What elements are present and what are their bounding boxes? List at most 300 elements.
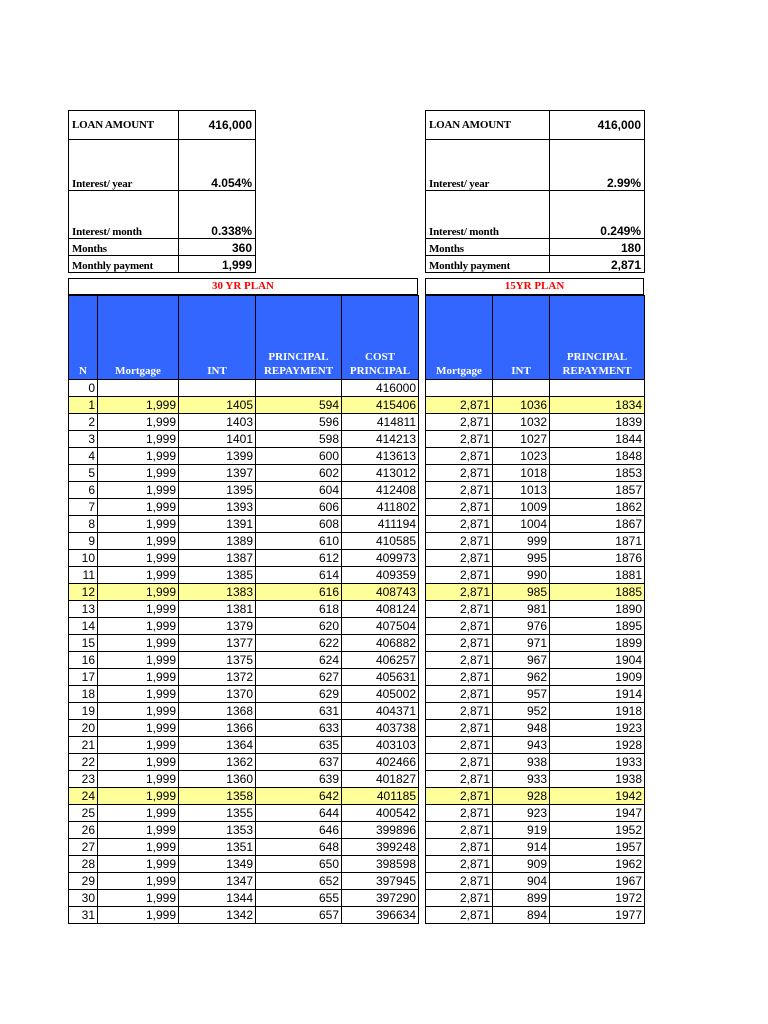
- cell-principal-repayment[interactable]: 627: [256, 669, 342, 686]
- cell-principal-repayment[interactable]: 637: [256, 754, 342, 771]
- cell-int[interactable]: 1347: [179, 873, 256, 890]
- cell-principal-repayment[interactable]: 1881: [550, 567, 645, 584]
- table-row: [69, 499, 419, 516]
- cell-int[interactable]: 957: [493, 686, 550, 703]
- cell-int[interactable]: 1370: [179, 686, 256, 703]
- cell-int[interactable]: 1355: [179, 805, 256, 822]
- cell-int[interactable]: 1403: [179, 414, 256, 431]
- cell-int[interactable]: 1342: [179, 907, 256, 924]
- cell-principal-repayment[interactable]: 610: [256, 533, 342, 550]
- cell-mortgage[interactable]: 2,871: [426, 567, 493, 584]
- cell-principal-repayment[interactable]: 1918: [550, 703, 645, 720]
- cell-int[interactable]: 899: [493, 890, 550, 907]
- table-row: [69, 771, 419, 788]
- cell-int[interactable]: [179, 380, 256, 397]
- cell-cost-principal[interactable]: 413613: [342, 448, 419, 465]
- cell-mortgage[interactable]: 1,999: [98, 448, 179, 465]
- cell-mortgage[interactable]: 1,999: [98, 533, 179, 550]
- cell-int[interactable]: 1351: [179, 839, 256, 856]
- cell-cost-principal[interactable]: 404371: [342, 703, 419, 720]
- cell-principal-repayment[interactable]: 1844: [550, 431, 645, 448]
- cell-principal-repayment[interactable]: 1904: [550, 652, 645, 669]
- cell-principal-repayment[interactable]: 1952: [550, 822, 645, 839]
- cell-principal-repayment[interactable]: 1895: [550, 618, 645, 635]
- cell-int[interactable]: 904: [493, 873, 550, 890]
- cell-mortgage[interactable]: 1,999: [98, 788, 179, 805]
- cell-cost-principal[interactable]: 415406: [342, 397, 419, 414]
- cell-n[interactable]: 22: [69, 754, 98, 771]
- cell-cost-principal[interactable]: 416000: [342, 380, 419, 397]
- table-row: [69, 788, 419, 805]
- cell-int[interactable]: 923: [493, 805, 550, 822]
- cell-int[interactable]: 948: [493, 720, 550, 737]
- summary-15yr: [425, 110, 645, 273]
- cell-mortgage[interactable]: 2,871: [426, 533, 493, 550]
- cell-n[interactable]: 0: [69, 380, 98, 397]
- table-row: [69, 516, 419, 533]
- table-row: [69, 754, 419, 771]
- interest-month-label: Interest/ month: [426, 191, 550, 239]
- table-row: [426, 567, 645, 584]
- cell-cost-principal[interactable]: 408124: [342, 601, 419, 618]
- cell-mortgage[interactable]: 2,871: [426, 550, 493, 567]
- cell-mortgage[interactable]: 2,871: [426, 431, 493, 448]
- cell-mortgage[interactable]: 1,999: [98, 907, 179, 924]
- cell-n[interactable]: 2: [69, 414, 98, 431]
- cell-n[interactable]: 30: [69, 890, 98, 907]
- cell-n[interactable]: 26: [69, 822, 98, 839]
- cell-principal-repayment[interactable]: 633: [256, 720, 342, 737]
- cell-int[interactable]: 995: [493, 550, 550, 567]
- cell-mortgage[interactable]: 2,871: [426, 652, 493, 669]
- cell-int[interactable]: 943: [493, 737, 550, 754]
- cell-cost-principal[interactable]: 401185: [342, 788, 419, 805]
- cell-mortgage[interactable]: 2,871: [426, 788, 493, 805]
- cell-principal-repayment[interactable]: 1928: [550, 737, 645, 754]
- cell-mortgage[interactable]: 1,999: [98, 516, 179, 533]
- table-row: [69, 703, 419, 720]
- cell-mortgage[interactable]: 1,999: [98, 771, 179, 788]
- column-header-int: INT: [493, 296, 550, 380]
- cell-int[interactable]: 919: [493, 822, 550, 839]
- cell-principal-repayment[interactable]: 652: [256, 873, 342, 890]
- cell-mortgage[interactable]: 1,999: [98, 754, 179, 771]
- cell-int[interactable]: 1395: [179, 482, 256, 499]
- cell-int[interactable]: 894: [493, 907, 550, 924]
- plan-title-15yr: 15YR PLAN: [425, 278, 644, 295]
- cell-principal-repayment[interactable]: 606: [256, 499, 342, 516]
- cell-mortgage[interactable]: [98, 380, 179, 397]
- table-row: [426, 822, 645, 839]
- cell-int[interactable]: 1391: [179, 516, 256, 533]
- cell-principal-repayment[interactable]: 644: [256, 805, 342, 822]
- cell-int[interactable]: 1018: [493, 465, 550, 482]
- cell-int[interactable]: 1349: [179, 856, 256, 873]
- cell-principal-repayment[interactable]: 622: [256, 635, 342, 652]
- cell-mortgage[interactable]: 2,871: [426, 839, 493, 856]
- cell-int[interactable]: 1009: [493, 499, 550, 516]
- cell-mortgage[interactable]: 2,871: [426, 584, 493, 601]
- months-label: Months: [426, 239, 550, 256]
- cell-cost-principal[interactable]: 402466: [342, 754, 419, 771]
- cell-mortgage[interactable]: 2,871: [426, 720, 493, 737]
- cell-int[interactable]: 909: [493, 856, 550, 873]
- cell-principal-repayment[interactable]: 1957: [550, 839, 645, 856]
- cell-mortgage[interactable]: 2,871: [426, 669, 493, 686]
- cell-cost-principal[interactable]: 406257: [342, 652, 419, 669]
- cell-int[interactable]: 928: [493, 788, 550, 805]
- cell-principal-repayment[interactable]: 635: [256, 737, 342, 754]
- cell-n[interactable]: 27: [69, 839, 98, 856]
- cell-principal-repayment[interactable]: 1947: [550, 805, 645, 822]
- cell-principal-repayment[interactable]: 624: [256, 652, 342, 669]
- cell-cost-principal[interactable]: 403738: [342, 720, 419, 737]
- interest-month-label: Interest/ month: [69, 191, 179, 239]
- cell-n[interactable]: 31: [69, 907, 98, 924]
- cell-mortgage[interactable]: 2,871: [426, 516, 493, 533]
- cell-cost-principal[interactable]: 411194: [342, 516, 419, 533]
- cell-principal-repayment[interactable]: 1967: [550, 873, 645, 890]
- cell-cost-principal[interactable]: 399896: [342, 822, 419, 839]
- table-row: [69, 550, 419, 567]
- table-row: [69, 839, 419, 856]
- cell-int[interactable]: 952: [493, 703, 550, 720]
- cell-int[interactable]: 1385: [179, 567, 256, 584]
- cell-principal-repayment[interactable]: 1885: [550, 584, 645, 601]
- cell-mortgage[interactable]: 1,999: [98, 414, 179, 431]
- cell-int[interactable]: 1368: [179, 703, 256, 720]
- cell-n[interactable]: 11: [69, 567, 98, 584]
- cell-principal-repayment[interactable]: 618: [256, 601, 342, 618]
- cell-n[interactable]: 17: [69, 669, 98, 686]
- interest-month-value: 0.338%: [179, 191, 256, 239]
- cell-mortgage[interactable]: 1,999: [98, 499, 179, 516]
- table-row: [426, 431, 645, 448]
- cell-mortgage[interactable]: 2,871: [426, 890, 493, 907]
- cell-int[interactable]: 1381: [179, 601, 256, 618]
- cell-mortgage[interactable]: 2,871: [426, 737, 493, 754]
- cell-int[interactable]: 1013: [493, 482, 550, 499]
- cell-mortgage[interactable]: 2,871: [426, 618, 493, 635]
- cell-mortgage[interactable]: 2,871: [426, 635, 493, 652]
- cell-int[interactable]: 1036: [493, 397, 550, 414]
- cell-mortgage[interactable]: 1,999: [98, 550, 179, 567]
- table-row: [426, 737, 645, 754]
- cell-mortgage[interactable]: 1,999: [98, 805, 179, 822]
- cell-mortgage[interactable]: 1,999: [98, 669, 179, 686]
- cell-n[interactable]: 24: [69, 788, 98, 805]
- cell-n[interactable]: 25: [69, 805, 98, 822]
- cell-int[interactable]: 976: [493, 618, 550, 635]
- monthly-payment-value: 1,999: [179, 256, 256, 273]
- cell-mortgage[interactable]: 1,999: [98, 686, 179, 703]
- table-row: [426, 652, 645, 669]
- cell-principal-repayment[interactable]: 600: [256, 448, 342, 465]
- cell-principal-repayment[interactable]: 1962: [550, 856, 645, 873]
- cell-n[interactable]: 20: [69, 720, 98, 737]
- cell-principal-repayment[interactable]: 1933: [550, 754, 645, 771]
- cell-cost-principal[interactable]: 410585: [342, 533, 419, 550]
- summary-30yr: [68, 110, 256, 273]
- cell-principal-repayment[interactable]: 608: [256, 516, 342, 533]
- cell-int[interactable]: 1397: [179, 465, 256, 482]
- cell-principal-repayment[interactable]: [550, 380, 645, 397]
- cell-principal-repayment[interactable]: 1839: [550, 414, 645, 431]
- cell-cost-principal[interactable]: 409359: [342, 567, 419, 584]
- cell-mortgage[interactable]: 2,871: [426, 397, 493, 414]
- cell-int[interactable]: 1027: [493, 431, 550, 448]
- cell-principal-repayment[interactable]: 594: [256, 397, 342, 414]
- cell-cost-principal[interactable]: 405002: [342, 686, 419, 703]
- cell-int[interactable]: 1358: [179, 788, 256, 805]
- cell-n[interactable]: 7: [69, 499, 98, 516]
- cell-cost-principal[interactable]: 405631: [342, 669, 419, 686]
- column-header-n: N: [69, 296, 98, 380]
- cell-int[interactable]: 985: [493, 584, 550, 601]
- cell-principal-repayment[interactable]: 1942: [550, 788, 645, 805]
- cell-mortgage[interactable]: 1,999: [98, 465, 179, 482]
- cell-mortgage[interactable]: 1,999: [98, 397, 179, 414]
- cell-n[interactable]: 18: [69, 686, 98, 703]
- cell-mortgage[interactable]: 2,871: [426, 754, 493, 771]
- cell-principal-repayment[interactable]: 612: [256, 550, 342, 567]
- cell-int[interactable]: 1375: [179, 652, 256, 669]
- cell-mortgage[interactable]: 2,871: [426, 448, 493, 465]
- cell-cost-principal[interactable]: 396634: [342, 907, 419, 924]
- cell-n[interactable]: 15: [69, 635, 98, 652]
- cell-n[interactable]: 8: [69, 516, 98, 533]
- cell-cost-principal[interactable]: 411802: [342, 499, 419, 516]
- cell-int[interactable]: 1364: [179, 737, 256, 754]
- cell-int[interactable]: 1372: [179, 669, 256, 686]
- cell-principal-repayment[interactable]: 596: [256, 414, 342, 431]
- cell-mortgage[interactable]: 1,999: [98, 822, 179, 839]
- cell-mortgage[interactable]: [426, 380, 493, 397]
- summary-row-months: [69, 239, 256, 256]
- cell-cost-principal[interactable]: 397290: [342, 890, 419, 907]
- cell-mortgage[interactable]: 2,871: [426, 771, 493, 788]
- cell-n[interactable]: 3: [69, 431, 98, 448]
- cell-mortgage[interactable]: 1,999: [98, 720, 179, 737]
- interest-year-label: Interest/ year: [69, 140, 179, 191]
- cell-principal-repayment[interactable]: 1899: [550, 635, 645, 652]
- cell-int[interactable]: 1387: [179, 550, 256, 567]
- cell-principal-repayment[interactable]: 1923: [550, 720, 645, 737]
- cell-cost-principal[interactable]: 406882: [342, 635, 419, 652]
- cell-mortgage[interactable]: 1,999: [98, 482, 179, 499]
- cell-principal-repayment[interactable]: 631: [256, 703, 342, 720]
- cell-mortgage[interactable]: 2,871: [426, 805, 493, 822]
- table-row: [69, 567, 419, 584]
- cell-principal-repayment[interactable]: 657: [256, 907, 342, 924]
- cell-cost-principal[interactable]: 414213: [342, 431, 419, 448]
- cell-mortgage[interactable]: 2,871: [426, 465, 493, 482]
- cell-int[interactable]: 971: [493, 635, 550, 652]
- cell-mortgage[interactable]: 1,999: [98, 601, 179, 618]
- cell-principal-repayment[interactable]: 1972: [550, 890, 645, 907]
- cell-principal-repayment[interactable]: 1909: [550, 669, 645, 686]
- cell-n[interactable]: 29: [69, 873, 98, 890]
- cell-int[interactable]: 967: [493, 652, 550, 669]
- cell-int[interactable]: 1362: [179, 754, 256, 771]
- cell-mortgage[interactable]: 2,871: [426, 499, 493, 516]
- cell-n[interactable]: 10: [69, 550, 98, 567]
- cell-cost-principal[interactable]: 412408: [342, 482, 419, 499]
- cell-principal-repayment[interactable]: 646: [256, 822, 342, 839]
- cell-int[interactable]: 1032: [493, 414, 550, 431]
- cell-principal-repayment[interactable]: 648: [256, 839, 342, 856]
- cell-mortgage[interactable]: 1,999: [98, 703, 179, 720]
- cell-n[interactable]: 9: [69, 533, 98, 550]
- cell-principal-repayment[interactable]: 616: [256, 584, 342, 601]
- cell-principal-repayment[interactable]: 1853: [550, 465, 645, 482]
- cell-principal-repayment[interactable]: 620: [256, 618, 342, 635]
- cell-int[interactable]: 1353: [179, 822, 256, 839]
- table-row: [426, 805, 645, 822]
- cell-mortgage[interactable]: 1,999: [98, 618, 179, 635]
- cell-principal-repayment[interactable]: [256, 380, 342, 397]
- cell-principal-repayment[interactable]: 642: [256, 788, 342, 805]
- table-row: [426, 703, 645, 720]
- table-row: [426, 686, 645, 703]
- table-header-row: [69, 296, 419, 380]
- cell-cost-principal[interactable]: 399248: [342, 839, 419, 856]
- table-row: [426, 618, 645, 635]
- cell-mortgage[interactable]: 1,999: [98, 567, 179, 584]
- cell-int[interactable]: 1401: [179, 431, 256, 448]
- cell-mortgage[interactable]: 1,999: [98, 737, 179, 754]
- cell-int[interactable]: 990: [493, 567, 550, 584]
- cell-mortgage[interactable]: 2,871: [426, 686, 493, 703]
- cell-cost-principal[interactable]: 398598: [342, 856, 419, 873]
- cell-int[interactable]: 1383: [179, 584, 256, 601]
- cell-mortgage[interactable]: 2,871: [426, 856, 493, 873]
- cell-principal-repayment[interactable]: 1871: [550, 533, 645, 550]
- cell-int[interactable]: 933: [493, 771, 550, 788]
- cell-int[interactable]: 1379: [179, 618, 256, 635]
- cell-n[interactable]: 6: [69, 482, 98, 499]
- table-row: [426, 720, 645, 737]
- cell-n[interactable]: 5: [69, 465, 98, 482]
- cell-cost-principal[interactable]: 409973: [342, 550, 419, 567]
- column-header-principal-repayment: PRINCIPAL REPAYMENT: [550, 296, 645, 380]
- table-row: [69, 720, 419, 737]
- cell-mortgage[interactable]: 1,999: [98, 873, 179, 890]
- loan-amount-label: LOAN AMOUNT: [426, 111, 550, 140]
- cell-mortgage[interactable]: 1,999: [98, 856, 179, 873]
- table-row: [69, 873, 419, 890]
- cell-int[interactable]: [493, 380, 550, 397]
- cell-principal-repayment[interactable]: 1867: [550, 516, 645, 533]
- loan-amount-value: 416,000: [179, 111, 256, 140]
- cell-principal-repayment[interactable]: 1938: [550, 771, 645, 788]
- cell-mortgage[interactable]: 1,999: [98, 635, 179, 652]
- cell-mortgage[interactable]: 2,871: [426, 822, 493, 839]
- cell-n[interactable]: 21: [69, 737, 98, 754]
- cell-principal-repayment[interactable]: 655: [256, 890, 342, 907]
- cell-mortgage[interactable]: 2,871: [426, 873, 493, 890]
- cell-int[interactable]: 1344: [179, 890, 256, 907]
- cell-n[interactable]: 14: [69, 618, 98, 635]
- cell-principal-repayment[interactable]: 629: [256, 686, 342, 703]
- cell-principal-repayment[interactable]: 1977: [550, 907, 645, 924]
- cell-principal-repayment[interactable]: 639: [256, 771, 342, 788]
- cell-cost-principal[interactable]: 397945: [342, 873, 419, 890]
- cell-mortgage[interactable]: 2,871: [426, 601, 493, 618]
- cell-principal-repayment[interactable]: 1834: [550, 397, 645, 414]
- cell-mortgage[interactable]: 1,999: [98, 652, 179, 669]
- cell-cost-principal[interactable]: 407504: [342, 618, 419, 635]
- cell-cost-principal[interactable]: 408743: [342, 584, 419, 601]
- cell-int[interactable]: 1004: [493, 516, 550, 533]
- cell-cost-principal[interactable]: 413012: [342, 465, 419, 482]
- cell-principal-repayment[interactable]: 602: [256, 465, 342, 482]
- cell-mortgage[interactable]: 2,871: [426, 703, 493, 720]
- cell-int[interactable]: 999: [493, 533, 550, 550]
- cell-n[interactable]: 23: [69, 771, 98, 788]
- cell-int[interactable]: 981: [493, 601, 550, 618]
- table-header-row: [426, 296, 645, 380]
- cell-int[interactable]: 1393: [179, 499, 256, 516]
- cell-principal-repayment[interactable]: 1914: [550, 686, 645, 703]
- cell-cost-principal[interactable]: 414811: [342, 414, 419, 431]
- cell-int[interactable]: 1366: [179, 720, 256, 737]
- summary-row-monthly-payment: [69, 256, 256, 273]
- cell-mortgage[interactable]: 1,999: [98, 839, 179, 856]
- cell-principal-repayment[interactable]: 1862: [550, 499, 645, 516]
- cell-mortgage[interactable]: 2,871: [426, 414, 493, 431]
- cell-mortgage[interactable]: 1,999: [98, 584, 179, 601]
- cell-n[interactable]: 16: [69, 652, 98, 669]
- cell-mortgage[interactable]: 2,871: [426, 907, 493, 924]
- column-header-int: INT: [179, 296, 256, 380]
- cell-int[interactable]: 1023: [493, 448, 550, 465]
- cell-mortgage[interactable]: 1,999: [98, 890, 179, 907]
- cell-int[interactable]: 1377: [179, 635, 256, 652]
- cell-int[interactable]: 1399: [179, 448, 256, 465]
- cell-n[interactable]: 28: [69, 856, 98, 873]
- cell-int[interactable]: 1360: [179, 771, 256, 788]
- cell-principal-repayment[interactable]: 598: [256, 431, 342, 448]
- loan-amount-label: LOAN AMOUNT: [69, 111, 179, 140]
- table-row: [426, 414, 645, 431]
- cell-int[interactable]: 914: [493, 839, 550, 856]
- cell-cost-principal[interactable]: 401827: [342, 771, 419, 788]
- cell-cost-principal[interactable]: 400542: [342, 805, 419, 822]
- cell-mortgage[interactable]: 2,871: [426, 482, 493, 499]
- cell-principal-repayment[interactable]: 614: [256, 567, 342, 584]
- cell-principal-repayment[interactable]: 1890: [550, 601, 645, 618]
- table-row: [69, 907, 419, 924]
- cell-n[interactable]: 12: [69, 584, 98, 601]
- cell-n[interactable]: 19: [69, 703, 98, 720]
- cell-int[interactable]: 938: [493, 754, 550, 771]
- cell-n[interactable]: 4: [69, 448, 98, 465]
- cell-n[interactable]: 1: [69, 397, 98, 414]
- cell-principal-repayment[interactable]: 1857: [550, 482, 645, 499]
- cell-int[interactable]: 1389: [179, 533, 256, 550]
- cell-cost-principal[interactable]: 403103: [342, 737, 419, 754]
- cell-int[interactable]: 1405: [179, 397, 256, 414]
- cell-principal-repayment[interactable]: 1876: [550, 550, 645, 567]
- cell-n[interactable]: 13: [69, 601, 98, 618]
- cell-int[interactable]: 962: [493, 669, 550, 686]
- cell-principal-repayment[interactable]: 604: [256, 482, 342, 499]
- summary-row-interest-month: [426, 191, 645, 239]
- cell-mortgage[interactable]: 1,999: [98, 431, 179, 448]
- cell-principal-repayment[interactable]: 1848: [550, 448, 645, 465]
- cell-principal-repayment[interactable]: 650: [256, 856, 342, 873]
